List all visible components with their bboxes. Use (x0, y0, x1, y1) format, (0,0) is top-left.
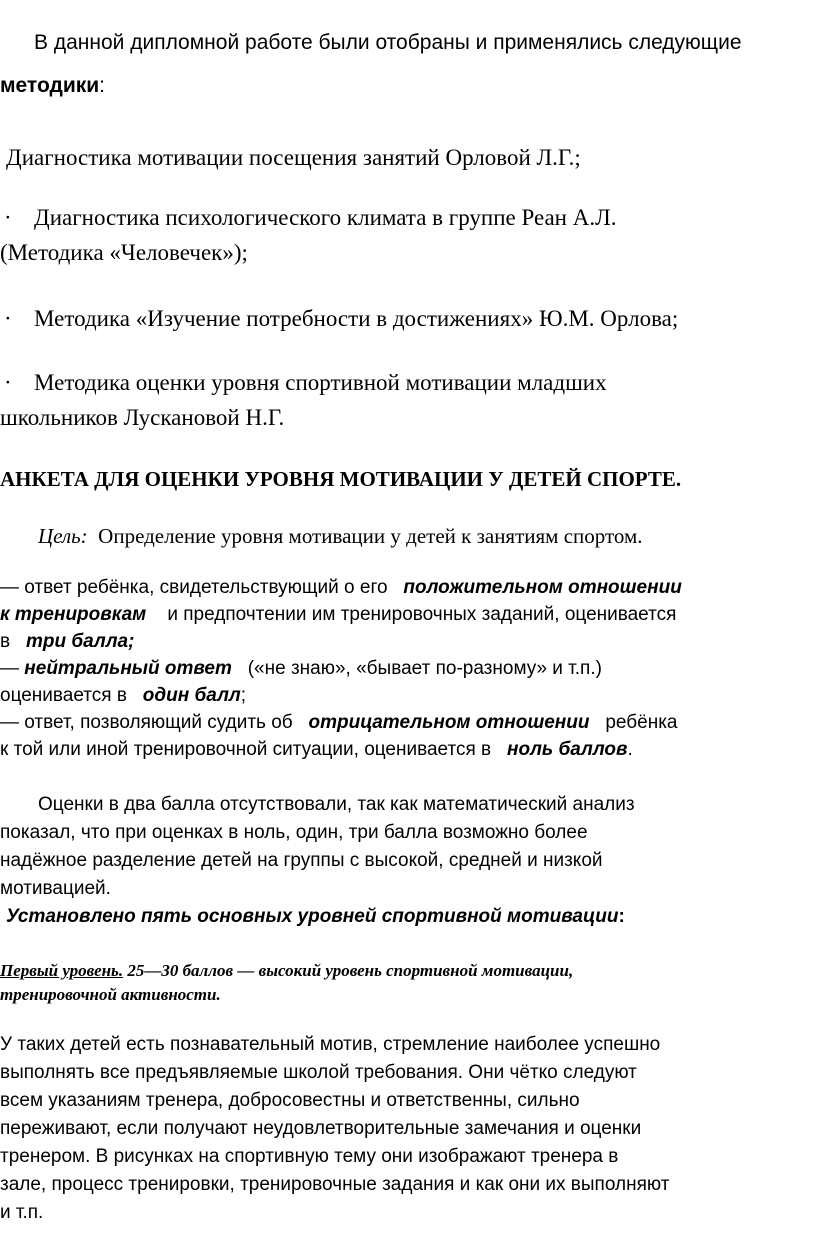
scoring-line-1 (0, 575, 682, 601)
established-text: Установлено пять основных уровней спортивной мотивации (6, 906, 619, 927)
goal-text: Определение уровня мотивации у детей к занятиям спортом. (98, 524, 643, 548)
level1-text-line-3: всем указаниям тренера, добросовестны и ответственны, сильно (0, 1090, 580, 1111)
scoring-text: к той или иной тренировочной ситуации, оценивается в (0, 739, 492, 760)
method-bullet-2: · (4, 205, 12, 230)
level1-heading (0, 960, 573, 982)
scoring-line-4 (0, 656, 602, 682)
scoring-text: — ответ ребёнка, свидетельствующий о его (0, 577, 388, 598)
scoring-line-7 (0, 737, 633, 763)
to-trainings: к тренировкам (0, 604, 147, 625)
explanation-line-2: показал, что при оценках в ноль, один, три балла возможно более (0, 822, 588, 843)
method-item-4-line-1: Методика оценки уровня спортивной мотивации младших (34, 370, 607, 395)
level1-text-line-1: У таких детей есть познавательный мотив, стремление наиболее успешно (0, 1034, 661, 1055)
scoring-line-5 (0, 683, 246, 709)
method-bullet-3: · (4, 306, 12, 331)
scoring-text: в (0, 631, 11, 652)
established-colon: : (618, 906, 625, 927)
survey-title: АНКЕТА ДЛЯ ОЦЕНКИ УРОВНЯ МОТИВАЦИИ У ДЕТЕЙ СПОРТЕ. (0, 467, 682, 491)
level1-text-line-7: и т.п. (0, 1202, 44, 1223)
level1-text-line-6: зале, процесс тренировки, тренировочные задания и как они их выполняют (0, 1174, 670, 1195)
established-levels (6, 904, 625, 930)
method-item-1: Диагностика мотивации посещения занятий Орловой Л.Г.; (6, 145, 581, 170)
scoring-text: ребёнка (605, 712, 678, 733)
intro-colon: : (99, 74, 105, 97)
level1-label: Первый уровень. (0, 961, 124, 980)
scoring-text: оценивается в (0, 685, 127, 706)
neutral-answer: нейтральный ответ (24, 658, 232, 679)
survey-goal (38, 523, 643, 549)
negative-attitude: отрицательном отношении (308, 712, 590, 733)
explanation-line-1: Оценки в два балла отсутствовали, так как математический анализ (38, 794, 635, 815)
intro-methods-line (0, 73, 105, 99)
method-item-3: Методика «Изучение потребности в достижениях» Ю.М. Орлова; (34, 306, 679, 331)
scoring-text: — ответ, позволяющий судить об (0, 712, 293, 733)
three-points: три балла; (25, 631, 135, 652)
scoring-text: — (0, 658, 19, 679)
zero-points: ноль баллов (507, 739, 628, 760)
scoring-text: («не знаю», «бывает по-разному» и т.п.) (247, 658, 602, 679)
scoring-text: ; (240, 685, 246, 706)
positive-attitude: положительном отношении (403, 577, 682, 598)
intro-line: В данной дипломной работе были отобраны и применялись следующие (34, 31, 742, 54)
level1-text-line-4: переживают, если получают неудовлетворительные замечания и оценки (0, 1118, 642, 1139)
goal-label: Цель: (38, 524, 88, 548)
scoring-line-6 (0, 710, 678, 736)
method-bullet-4: · (4, 370, 12, 395)
method-item-4-line-2: школьников Лускановой Н.Г. (0, 405, 285, 430)
scoring-line-3 (0, 629, 134, 655)
intro-bold-word: методики (0, 74, 100, 97)
level1-text-line-2: выполнять все предъявляемые школой требования. Они чётко следуют (0, 1062, 637, 1083)
explanation-line-4: мотивацией. (0, 878, 111, 899)
level1-text-line-5: тренером. В рисунках на спортивную тему они изображают тренера в (0, 1146, 619, 1167)
one-point: один балл (142, 685, 241, 706)
method-item-2-line-1: Диагностика психологического климата в группе Реан А.Л. (34, 205, 617, 230)
level1-heading-rest: 25—30 баллов — высокий уровень спортивной мотивации, (123, 961, 574, 980)
level1-heading-line-2: тренировочной активности. (0, 985, 221, 1004)
scoring-text: . (627, 739, 633, 760)
explanation-line-3: надёжное разделение детей на группы с высокой, средней и низкой (0, 850, 603, 871)
scoring-line-2 (0, 602, 676, 628)
method-item-2-line-2: (Методика «Человечек»); (0, 240, 248, 265)
scoring-text: и предпочтении им тренировочных заданий, оценивается (167, 604, 677, 625)
